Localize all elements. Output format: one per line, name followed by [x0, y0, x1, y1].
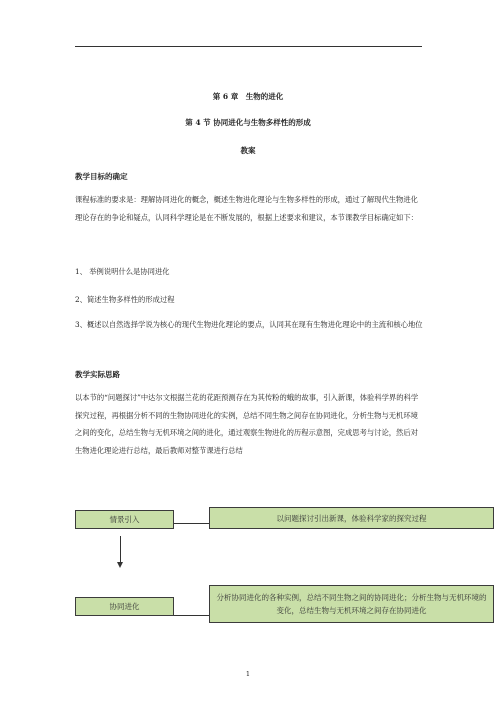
flow-arrow-down-icon — [117, 562, 123, 568]
goals-intro: 课程标准的要求是：理解协同进化的概念，概述生物进化理论与生物多样性的形成，通过了解现代生物进化理论存在的争论和疑点，认同科学理论是在不断发展的，根据上述要求和建议，本节课教学目标确定如下： — [75, 195, 418, 222]
goal-item-2: 2、简述生物多样性的形成过程 — [75, 295, 175, 304]
doc-type-title: 教案 — [240, 146, 256, 155]
flow-desc-intro — [209, 507, 494, 529]
flow-desc-coevolution-text: 分析协同进化的各种实例，总结不同生物之间的协同进化；分析生物与无机环境的变化，总结生物与无机环境之间存在协同进化 — [216, 593, 487, 615]
flow-connector-2 — [174, 615, 209, 616]
page-number: 1 — [245, 670, 251, 678]
flow-box-intro — [75, 510, 174, 529]
flow-connector-1 — [174, 523, 209, 524]
flow-box-coevolution-label: 协同进化 — [109, 602, 140, 611]
goal-item-1: 1、 举例说明什么是协同进化 — [75, 267, 170, 276]
flow-box-coevolution — [75, 597, 174, 616]
header-rule — [75, 46, 422, 47]
approach-heading: 教学实际思路 — [75, 370, 120, 379]
goals-heading: 教学目标的确定 — [75, 172, 128, 181]
goal-item-3: 3、概述以自然选择学说为核心的现代生物进化理论的要点，认同其在现有生物进化理论中的主流和核心地位 — [75, 320, 423, 329]
flow-box-intro-label: 情景引入 — [109, 515, 140, 524]
chapter-title: 第 6 章 生物的进化 — [212, 92, 284, 101]
flow-desc-coevolution — [209, 585, 494, 623]
flow-arrow-line — [120, 536, 121, 565]
approach-text: 以本节的“问题探讨”中达尔文根据兰花的花距预测存在为其传粉的蛾的故事，引入新课，体验科学界的科学探究过程，再根据分析不同的生物协同进化的实例，总结不同生物之间存在协同进化，分析生物与无机环境之间的变化，总结生物与无机环境之间的进化，通过观察生物进化的历程示意图，完成思考与讨论，然后对生物进化理论进行总结，最后教师对整节课进行总结 — [75, 393, 419, 455]
flow-desc-intro-text: 以问题探讨引出新课，体验科学家的探究过程 — [276, 513, 427, 523]
section-title: 第 4 节 协同进化与生物多样性的形成 — [185, 118, 311, 127]
